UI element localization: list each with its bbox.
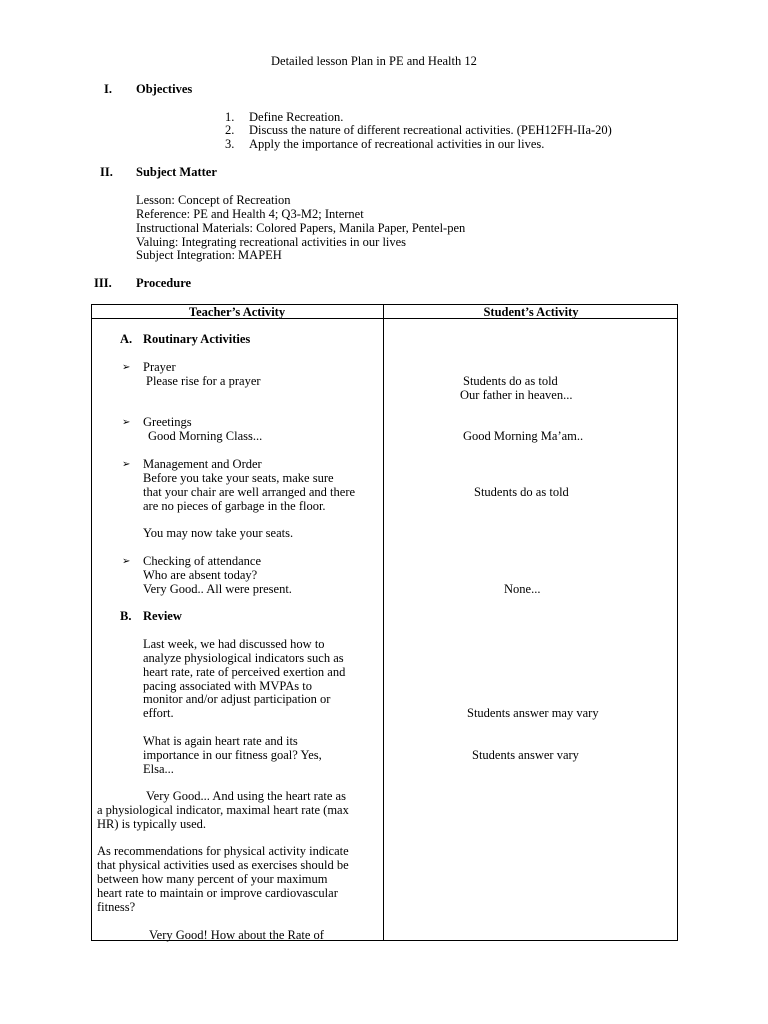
review-text: As recommendations for physical activity indicate — [97, 844, 349, 858]
review-letter: B. — [120, 609, 132, 623]
management-student-text: Students do as told — [474, 485, 569, 499]
review-text: HR) is typically used. — [97, 817, 207, 831]
review-text: Very Good... And using the heart rate as — [146, 789, 346, 803]
review-text: heart rate to maintain or improve cardiovascular — [97, 886, 338, 900]
review-student-text: Students answer vary — [472, 748, 579, 762]
management-label: Management and Order — [143, 457, 262, 471]
objective-text: Discuss the nature of different recreational activities. (PEH12FH-IIa-20) — [249, 123, 612, 137]
teacher-activity-header: Teacher’s Activity — [188, 305, 286, 319]
review-text: monitor and/or adjust participation or — [143, 692, 331, 706]
section-heading-procedure: Procedure — [136, 276, 192, 290]
prayer-student-text: Students do as told — [463, 374, 558, 388]
objective-number: 1. — [225, 110, 235, 124]
review-text: Very Good! How about the Rate of — [149, 928, 324, 942]
document-title: Detailed lesson Plan in PE and Health 12 — [271, 54, 477, 68]
management-followup-text: You may now take your seats. — [143, 526, 294, 540]
greetings-teacher-text: Good Morning Class... — [148, 429, 263, 443]
attendance-text: Who are absent today? — [143, 568, 258, 582]
review-text: that physical activities used as exercises should be — [97, 858, 349, 872]
management-text: are no pieces of garbage in the floor. — [143, 499, 326, 513]
bullet-arrow-icon: ➢ — [122, 459, 131, 470]
review-student-text: Students answer may vary — [467, 706, 599, 720]
routinary-heading: Routinary Activities — [143, 332, 251, 346]
review-text: effort. — [143, 706, 174, 720]
attendance-student-text: None... — [504, 582, 541, 596]
prayer-teacher-text: Please rise for a prayer — [146, 374, 261, 388]
review-text: Last week, we had discussed how to — [143, 637, 325, 651]
greetings-label: Greetings — [143, 415, 192, 429]
review-text: between how many percent of your maximum — [97, 872, 328, 886]
review-heading: Review — [143, 609, 182, 623]
management-text: that your chair are well arranged and there — [143, 485, 356, 499]
section-numeral-objectives: I. — [104, 82, 112, 96]
attendance-text: Very Good.. All were present. — [143, 582, 292, 596]
bullet-arrow-icon: ➢ — [122, 362, 131, 373]
subject-matter-line: Valuing: Integrating recreational activities in our lives — [136, 235, 407, 249]
objective-text: Apply the importance of recreational activities in our lives. — [249, 137, 545, 151]
section-numeral-subject-matter: II. — [100, 165, 113, 179]
prayer-student-text: Our father in heaven... — [460, 388, 573, 402]
review-text: analyze physiological indicators such as — [143, 651, 344, 665]
table-column-divider — [383, 304, 384, 941]
objective-number: 2. — [225, 123, 235, 137]
review-text: Elsa... — [143, 762, 174, 776]
section-numeral-procedure: III. — [94, 276, 112, 290]
bullet-arrow-icon: ➢ — [122, 417, 131, 428]
attendance-label: Checking of attendance — [143, 554, 262, 568]
subject-matter-line: Subject Integration: MAPEH — [136, 248, 282, 262]
management-text: Before you take your seats, make sure — [143, 471, 334, 485]
review-text: importance in our fitness goal? Yes, — [143, 748, 322, 762]
subject-matter-line: Lesson: Concept of Recreation — [136, 193, 291, 207]
bullet-arrow-icon: ➢ — [122, 556, 131, 567]
prayer-label: Prayer — [143, 360, 176, 374]
student-activity-header: Student’s Activity — [483, 305, 579, 319]
review-text: pacing associated with MVPAs to — [143, 679, 312, 693]
section-heading-subject-matter: Subject Matter — [136, 165, 217, 179]
greetings-student-text: Good Morning Ma’am.. — [463, 429, 584, 443]
routinary-letter: A. — [120, 332, 133, 346]
review-text: What is again heart rate and its — [143, 734, 298, 748]
review-text: fitness? — [97, 900, 136, 914]
review-text: a physiological indicator, maximal heart rate (max — [97, 803, 349, 817]
section-heading-objectives: Objectives — [136, 82, 193, 96]
objective-number: 3. — [225, 137, 235, 151]
subject-matter-line: Instructional Materials: Colored Papers, Manila Paper, Pentel-pen — [136, 221, 466, 235]
objective-text: Define Recreation. — [249, 110, 344, 124]
subject-matter-line: Reference: PE and Health 4; Q3-M2; Internet — [136, 207, 364, 221]
review-text: heart rate, rate of perceived exertion and — [143, 665, 346, 679]
